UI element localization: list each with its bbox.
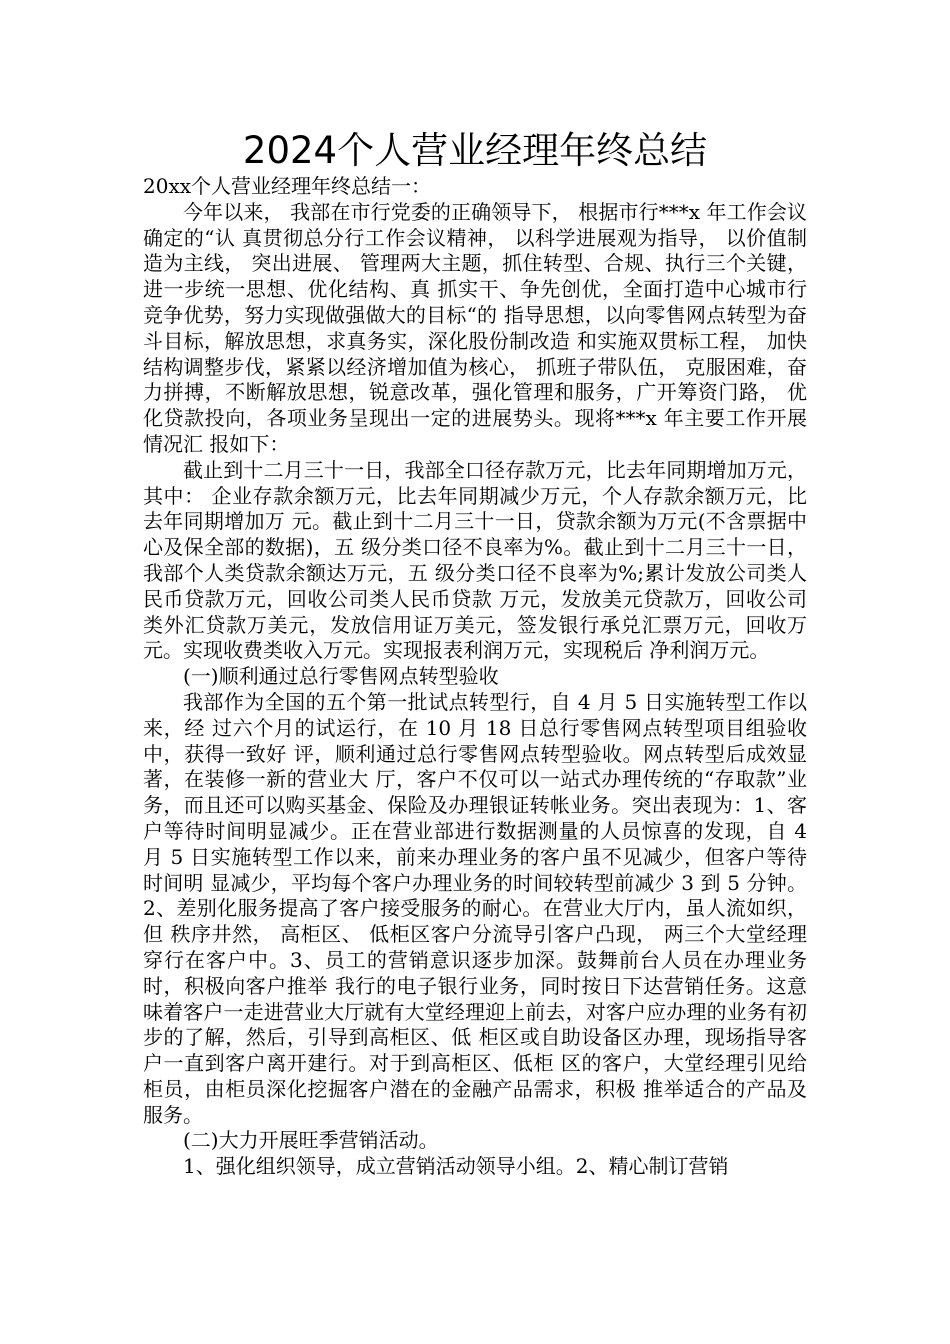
section-heading-2: (二)大力开展旺季营销活动。 — [183, 1128, 439, 1153]
document-subtitle: 20xx个人营业经理年终总结一： — [143, 174, 432, 198]
document-title: 2024个人营业经理年终总结 — [242, 129, 708, 172]
document-body — [143, 174, 807, 1180]
paragraph-intro: 今年以来， 我部在市行党委的正确领导下， 根据市行***x 年工作会议确定的“认 真贯彻总分行工作会议精神， 以科学进展观为指导， 以价值制造为主线， 突出进展、 管理两大主题，抓住转型、合规、执行三个关键，进一步统一思想、优化结构、真 抓实干、争先创优，全面打造中心城市行竞争优势，努力实现做强做大的目标“的 指导思想，以向零售网点转型为奋斗目标，解放思想，求真务实，深化股份制改造 和实施双贯标工程， 加快结构调整步伐，紧紧以经济增加值为核心， 抓班子带队伍， 克服困难，奋力拼搏，不断解放思想，锐意改革，强化管理和服务，广开筹资门路， 优化贷款投向，各项业务呈现出一定的进展势头。现将***x 年主要工作开展情况汇 报如下： — [143, 199, 807, 456]
paragraph-marketing: 1、强化组织领导，成立营销活动领导小组。2、精心制订营销 — [183, 1154, 729, 1179]
section-heading-1: (一)顺利通过总行零售网点转型验收 — [183, 664, 499, 689]
paragraph-transformation: 我部作为全国的五个第一批试点转型行，自 4 月 5 日实施转型工作以来，经 过六个月的试运行，在 10 月 18 日总行零售网点转型项目组验收中，获得一致好 评，顺利通过总行零售网点转型验收。网点转型后成效显著，在装修一新的营业大 厅，客户不仅可以一站式办理传统的“存取款”业务，而且还可以购买基金、保险及办理银证转帐业务。突出表现为：1、客户等待时间明显减少。正在营业部进行数据测量的人员惊喜的发现，自 4 月 5 日实施转型工作以来，前来办理业务的客户虽不见减少，但客户等待时间明 显减少，平均每个客户办理业务的时间较转型前减少 3 到 5 分钟。2、差别化服务提高了客户接受服务的耐心。在营业大厅内，虽人流如织，但 秩序井然， 高柜区、 低柜区客户分流导引客户凸现， 两三个大堂经理穿行在客户中。3、员工的营销意识逐步加深。鼓舞前台人员在办理业务时，积极向客户推举 我行的电子银行业务，同时按日下达营销任务。这意味着客户一走进营业大厅就有大堂经理迎上前去，对客户应办理的业务有初步的了解，然后，引导到高柜区、低 柜区或自助设备区办理，现场指导客户一直到客户离开建行。对于到高柜区、低柜 区的客户，大堂经理引见给柜员，由柜员深化挖掘客户潜在的金融产品需求，积极 推举适合的产品及服务。 — [143, 689, 807, 1127]
paragraph-deposits: 截止到十二月三十一日，我部全口径存款万元，比去年同期增加万元，其中： 企业存款余额万元，比去年同期减少万元，个人存款余额万元，比去年同期增加万 元。截止到十二月三十一日，贷款余额为万元(不含票据中心及保全部的数据)，五 级分类口径不良率为%。截止到十二月三十一日，我部个人类贷款余额达万元，五 级分类口径不良率为%;累计发放公司类人民币贷款万元，回收公司类人民币贷款 万元，发放美元贷款万，回收公司类外汇贷款万美元，发放信用证万美元，签发银行承兑汇票万元，回收万元。实现收费类收入万元。实现报表利润万元，实现税后 净利润万元。 — [143, 457, 807, 663]
